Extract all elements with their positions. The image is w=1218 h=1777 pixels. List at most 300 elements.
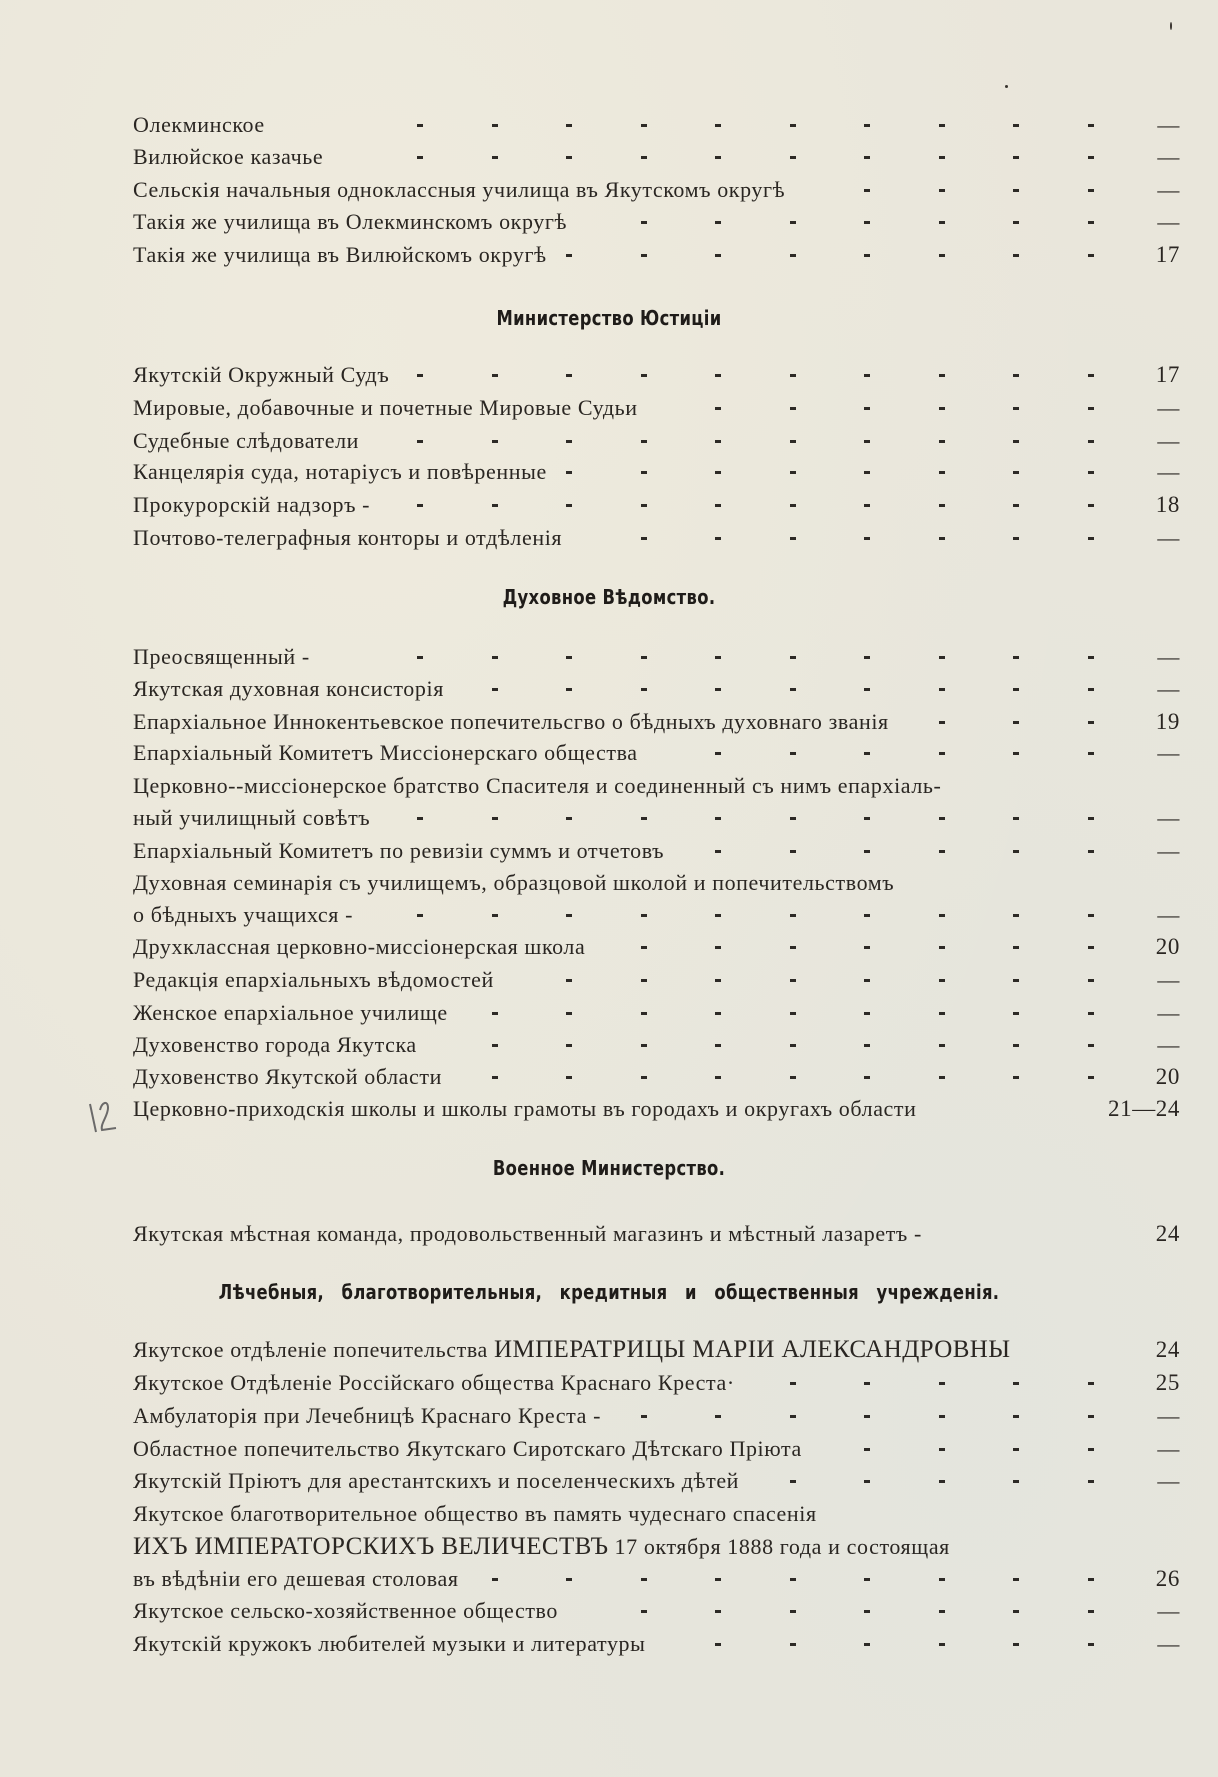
entry-page: 24 xyxy=(1155,1337,1180,1362)
leader-dot xyxy=(864,656,870,659)
leader-dot xyxy=(939,1012,945,1015)
leader-dot xyxy=(1013,721,1019,724)
leader-dot xyxy=(1088,1448,1094,1451)
leader-dot xyxy=(641,1012,647,1015)
leader-dot xyxy=(939,1448,945,1451)
leader-dot xyxy=(1013,1480,1019,1483)
entry-title: Такія же училища въ Олекминскомъ округѣ xyxy=(133,209,568,234)
leader-dot xyxy=(1088,254,1094,257)
leader-dot xyxy=(790,1643,796,1646)
toc-entry xyxy=(133,737,1183,769)
toc-entry xyxy=(133,392,1183,424)
leader-dot xyxy=(715,1012,721,1015)
entry-title: Мировые, добавочные и почетные Мировые Судьи xyxy=(133,395,638,420)
leader-dot xyxy=(790,1382,796,1385)
leader-dot xyxy=(641,221,647,224)
entry-title: Женское епархіальное училище xyxy=(133,1000,448,1025)
leader-dot xyxy=(864,537,870,540)
leader-dot xyxy=(939,1415,945,1418)
leader-dot xyxy=(715,914,721,917)
entry-title: Якутское Отдѣленіе Россійскаго общества Краснаго Креста· xyxy=(133,1370,735,1395)
leader-dot xyxy=(492,656,498,659)
leader-dot xyxy=(492,914,498,917)
leader-dot xyxy=(864,1012,870,1015)
leader-dot xyxy=(864,1382,870,1385)
leader-dot xyxy=(566,254,572,257)
leader-dot xyxy=(492,1076,498,1079)
leader-dot xyxy=(1013,537,1019,540)
leader-dot xyxy=(641,1044,647,1047)
leader-dot xyxy=(492,688,498,691)
leader-dot xyxy=(1013,156,1019,159)
toc-entry xyxy=(133,1465,1183,1497)
toc-entry xyxy=(133,109,1183,141)
leader-dot xyxy=(715,221,721,224)
entry-page: — xyxy=(1157,428,1180,453)
leader-dot xyxy=(641,1076,647,1079)
leader-dot xyxy=(864,156,870,159)
leader-dot xyxy=(715,1076,721,1079)
leader-dot xyxy=(417,156,423,159)
leader-dot xyxy=(939,221,945,224)
entry-title: Вилюйское казачье xyxy=(133,144,324,169)
toc-entry xyxy=(133,641,1183,673)
leader-dot xyxy=(641,1578,647,1581)
leader-dot xyxy=(790,1578,796,1581)
entry-title: Якутскій Пріютъ для арестантскихъ и поселенческихъ дѣтей xyxy=(133,1468,740,1493)
leader-dot xyxy=(492,440,498,443)
entry-page: — xyxy=(1157,1468,1180,1493)
leader-dot xyxy=(864,752,870,755)
leader-dot xyxy=(1088,914,1094,917)
entry-title: Почтово-телеграфныя конторы и отдѣленія xyxy=(133,525,563,550)
entry-page: 26 xyxy=(1155,1566,1180,1591)
leader-dot xyxy=(864,1578,870,1581)
leader-dot xyxy=(939,979,945,982)
leader-dot xyxy=(417,504,423,507)
leader-dot xyxy=(790,914,796,917)
leader-dot xyxy=(417,656,423,659)
toc-entry xyxy=(133,964,1183,996)
entry-page: — xyxy=(1157,838,1180,863)
toc-entry xyxy=(133,1498,1183,1530)
entry-page: — xyxy=(1157,676,1180,701)
leader-dot xyxy=(641,1610,647,1613)
entry-title: Якутская мѣстная команда, продовольственный магазинъ и мѣстный лазаретъ - xyxy=(133,1221,922,1246)
entry-page: — xyxy=(1157,1436,1180,1461)
leader-dot xyxy=(864,817,870,820)
leader-dot xyxy=(1013,979,1019,982)
leader-dot xyxy=(1013,1448,1019,1451)
leader-dot xyxy=(1088,189,1094,192)
leader-dot xyxy=(864,946,870,949)
leader-dot xyxy=(939,1643,945,1646)
leader-dot xyxy=(939,1044,945,1047)
leader-dot xyxy=(1088,374,1094,377)
leader-dot xyxy=(1013,1076,1019,1079)
leader-dot xyxy=(566,979,572,982)
toc-entry xyxy=(133,141,1183,173)
entry-title-text: Якутское отдѣленіе попечительства xyxy=(133,1337,488,1362)
entry-title: Духовная семинарія съ училищемъ, образцовой школой и попечительствомъ xyxy=(133,870,895,895)
toc-entry xyxy=(133,1367,1183,1399)
leader-dot xyxy=(864,440,870,443)
leader-dot xyxy=(1088,946,1094,949)
leader-dot xyxy=(715,752,721,755)
leader-dot xyxy=(1013,407,1019,410)
leader-dot xyxy=(1088,1610,1094,1613)
leader-dot xyxy=(1013,688,1019,691)
leader-dot xyxy=(641,156,647,159)
entry-title: Якутское сельско-хозяйственное общество xyxy=(133,1598,558,1623)
leader-dot xyxy=(864,1448,870,1451)
entry-page: — xyxy=(1157,1598,1180,1623)
leader-dot xyxy=(790,850,796,853)
leader-dot xyxy=(864,1610,870,1613)
leader-dot xyxy=(864,221,870,224)
leader-dot xyxy=(864,1480,870,1483)
entry-title: Епархіальное Иннокентьевское попечительсгво о бѣдныхъ духовнаго званія xyxy=(133,709,889,734)
toc-entry xyxy=(133,673,1183,705)
leader-dot xyxy=(715,1044,721,1047)
leader-dot xyxy=(566,124,572,127)
leader-dot xyxy=(1013,850,1019,853)
entry-title: Такія же училища въ Вилюйскомъ округѣ xyxy=(133,242,547,267)
leader-dot xyxy=(790,1415,796,1418)
leader-dot xyxy=(939,817,945,820)
leader-dot xyxy=(641,440,647,443)
leader-dot xyxy=(790,254,796,257)
leader-dot xyxy=(1088,407,1094,410)
toc-entry xyxy=(133,425,1183,457)
section-heading: Духовное Вѣдомство. xyxy=(502,585,716,609)
toc-entry xyxy=(133,1334,1183,1366)
entry-page: — xyxy=(1157,209,1180,234)
entry-page: 21—24 xyxy=(1108,1096,1180,1121)
leader-dot xyxy=(566,1044,572,1047)
entry-title xyxy=(133,1531,950,1563)
leader-dot xyxy=(939,374,945,377)
leader-dot xyxy=(641,914,647,917)
leader-dot xyxy=(715,979,721,982)
leader-dot xyxy=(1088,1480,1094,1483)
leader-dot xyxy=(790,817,796,820)
leader-dot xyxy=(566,1012,572,1015)
leader-dot xyxy=(939,721,945,724)
leader-dot xyxy=(492,504,498,507)
leader-dot xyxy=(1013,471,1019,474)
toc-entry xyxy=(133,456,1183,488)
entry-title: Сельскія начальныя одноклассныя училища въ Якутскомъ округѣ xyxy=(133,177,786,202)
leader-dot xyxy=(1088,688,1094,691)
leader-dot xyxy=(492,1578,498,1581)
leader-dot xyxy=(492,124,498,127)
entry-title: Областное попечительство Якутскаго Сиротскаго Дѣтскаго Пріюта xyxy=(133,1436,802,1461)
leader-dot xyxy=(864,124,870,127)
leader-dot xyxy=(1013,440,1019,443)
toc-entry xyxy=(133,1628,1183,1660)
entry-page: 24 xyxy=(1155,1221,1180,1246)
leader-dot xyxy=(939,1578,945,1581)
leader-dot xyxy=(1088,221,1094,224)
leader-dot xyxy=(864,1076,870,1079)
leader-dot xyxy=(566,156,572,159)
leader-dot xyxy=(566,504,572,507)
leader-dot xyxy=(790,504,796,507)
handwritten-margin-note xyxy=(82,1094,122,1138)
leader-dot xyxy=(790,440,796,443)
leader-dot xyxy=(939,471,945,474)
leader-dot xyxy=(1013,374,1019,377)
entry-title: Преосвященный - xyxy=(133,644,310,669)
entry-title: ный училищный совѣтъ xyxy=(133,805,371,830)
leader-dot xyxy=(1088,817,1094,820)
leader-dot xyxy=(1088,1076,1094,1079)
leader-dot xyxy=(1088,1044,1094,1047)
leader-dot xyxy=(939,1610,945,1613)
entry-title: Амбулаторія при Лечебницѣ Краснаго Креста - xyxy=(133,1403,601,1428)
leader-dot xyxy=(939,914,945,917)
leader-dot xyxy=(939,688,945,691)
section-heading: Министерство Юстиціи xyxy=(496,306,722,330)
dot-leader xyxy=(133,109,1183,141)
leader-dot xyxy=(864,688,870,691)
leader-dot xyxy=(1013,1578,1019,1581)
entry-page: — xyxy=(1157,144,1180,169)
leader-dot xyxy=(939,407,945,410)
entry-title: Друхклассная церковно-миссіонерская школа xyxy=(133,934,586,959)
leader-dot xyxy=(790,688,796,691)
toc-entry xyxy=(133,174,1183,206)
leader-dot xyxy=(864,471,870,474)
entry-title: Епархіальный Комитетъ по ревизіи суммъ и отчетовъ xyxy=(133,838,665,863)
leader-dot xyxy=(1088,537,1094,540)
leader-dot xyxy=(1013,752,1019,755)
leader-dot xyxy=(790,1076,796,1079)
leader-dot xyxy=(1088,1643,1094,1646)
leader-dot xyxy=(492,156,498,159)
leader-dot xyxy=(1088,1012,1094,1015)
leader-dot xyxy=(1088,979,1094,982)
leader-dot xyxy=(939,156,945,159)
leader-dot xyxy=(1013,817,1019,820)
leader-dot xyxy=(864,254,870,257)
entry-title-caps: ИМПЕРАТРИЦЫ МАРІИ АЛЕКСАНДРОВНЫ xyxy=(494,1336,1011,1363)
entry-page: — xyxy=(1157,805,1180,830)
entry-title: Епархіальный Комитетъ Миссіонерскаго общества xyxy=(133,740,638,765)
leader-dot xyxy=(641,374,647,377)
leader-dot xyxy=(939,189,945,192)
leader-dot xyxy=(566,374,572,377)
entry-page: — xyxy=(1157,967,1180,992)
leader-dot xyxy=(641,688,647,691)
leader-dot xyxy=(417,440,423,443)
section-heading: Лѣчебныя, благотворительныя, кредитныя и общественныя учрежденія. xyxy=(218,1280,1000,1304)
leader-dot xyxy=(715,254,721,257)
entry-title xyxy=(133,1334,1010,1366)
leader-dot xyxy=(864,374,870,377)
entry-page: 19 xyxy=(1155,709,1180,734)
leader-dot xyxy=(864,979,870,982)
toc-entry xyxy=(133,770,1183,802)
leader-dot xyxy=(715,537,721,540)
leader-dot xyxy=(641,471,647,474)
entry-page: — xyxy=(1157,1403,1180,1428)
leader-dot xyxy=(566,1076,572,1079)
leader-dot xyxy=(715,471,721,474)
toc-entry xyxy=(133,867,1183,899)
leader-dot xyxy=(1013,1044,1019,1047)
leader-dot xyxy=(939,504,945,507)
leader-dot xyxy=(1088,440,1094,443)
leader-dot xyxy=(715,1610,721,1613)
leader-dot xyxy=(641,537,647,540)
section-heading: Военное Министерство. xyxy=(492,1156,726,1180)
leader-dot xyxy=(715,817,721,820)
entry-title: Духовенство Якутской области xyxy=(133,1064,442,1089)
leader-dot xyxy=(566,440,572,443)
leader-dot xyxy=(715,850,721,853)
leader-dot xyxy=(790,656,796,659)
entry-page: — xyxy=(1157,740,1180,765)
leader-dot xyxy=(715,124,721,127)
entry-page: — xyxy=(1157,1631,1180,1656)
toc-entry xyxy=(133,1595,1183,1627)
leader-dot xyxy=(939,124,945,127)
leader-dot xyxy=(939,1076,945,1079)
toc-entry xyxy=(133,239,1183,271)
leader-dot xyxy=(1088,850,1094,853)
leader-dot xyxy=(1013,1415,1019,1418)
leader-dot xyxy=(641,946,647,949)
leader-dot xyxy=(566,471,572,474)
leader-dot xyxy=(1013,504,1019,507)
leader-dot xyxy=(790,156,796,159)
toc-entry xyxy=(133,1218,1183,1250)
leader-dot xyxy=(715,1578,721,1581)
leader-dot xyxy=(1088,1578,1094,1581)
leader-dot xyxy=(790,1012,796,1015)
leader-dot xyxy=(864,1415,870,1418)
leader-dot xyxy=(566,656,572,659)
leader-dot xyxy=(1088,471,1094,474)
leader-dot xyxy=(641,254,647,257)
entry-page: — xyxy=(1157,395,1180,420)
leader-dot xyxy=(1013,656,1019,659)
entry-page: 18 xyxy=(1155,492,1180,517)
leader-dot xyxy=(417,374,423,377)
leader-dot xyxy=(566,1578,572,1581)
entry-title: Церковно-приходскія школы и школы грамоты въ городахъ и округахъ области xyxy=(133,1096,917,1121)
entry-page: — xyxy=(1157,1000,1180,1025)
entry-page: 25 xyxy=(1155,1370,1180,1395)
leader-dot xyxy=(1088,721,1094,724)
leader-dot xyxy=(492,374,498,377)
leader-dot xyxy=(939,1382,945,1385)
leader-dot xyxy=(641,124,647,127)
leader-dot xyxy=(864,504,870,507)
leader-dot xyxy=(1013,124,1019,127)
toc-entry xyxy=(133,706,1183,738)
leader-dot xyxy=(715,374,721,377)
toc-entry xyxy=(133,1029,1183,1061)
leader-dot xyxy=(715,946,721,949)
leader-dot xyxy=(864,850,870,853)
toc-entry xyxy=(133,206,1183,238)
leader-dot xyxy=(939,1480,945,1483)
toc-entry xyxy=(133,359,1183,391)
leader-dot xyxy=(1088,504,1094,507)
toc-entry xyxy=(133,1400,1183,1432)
leader-dot xyxy=(1088,156,1094,159)
leader-dot xyxy=(1013,1610,1019,1613)
entry-title: Якутская духовная консисторія xyxy=(133,676,444,701)
leader-dot xyxy=(939,254,945,257)
leader-dot xyxy=(939,656,945,659)
entry-title: Редакція епархіальныхъ вѣдомостей xyxy=(133,967,494,992)
leader-dot xyxy=(715,1643,721,1646)
entry-page: — xyxy=(1157,112,1180,137)
leader-dot xyxy=(790,221,796,224)
entry-page: 17 xyxy=(1155,242,1180,267)
entry-title-caps: ИХЪ ИМПЕРАТОРСКИХЪ ВЕЛИЧЕСТВЪ xyxy=(133,1533,609,1560)
leader-dot xyxy=(641,656,647,659)
leader-dot xyxy=(715,440,721,443)
leader-dot xyxy=(641,979,647,982)
leader-dot xyxy=(790,1044,796,1047)
leader-dot xyxy=(715,504,721,507)
leader-dot xyxy=(492,1044,498,1047)
leader-dot xyxy=(492,1012,498,1015)
entry-title: Церковно--миссіонерское братство Спасителя и соединенный съ нимъ епархіаль- xyxy=(133,773,942,798)
toc-entry xyxy=(133,522,1183,554)
leader-dot xyxy=(1088,656,1094,659)
entry-page: — xyxy=(1157,459,1180,484)
entry-title: Канцелярія суда, нотаріусъ и повѣренные xyxy=(133,459,547,484)
leader-dot xyxy=(417,914,423,917)
leader-dot xyxy=(641,1415,647,1418)
leader-dot xyxy=(1013,1643,1019,1646)
entry-page: — xyxy=(1157,902,1180,927)
leader-dot xyxy=(641,504,647,507)
entry-title: Духовенство города Якутска xyxy=(133,1032,417,1057)
print-speck xyxy=(1170,22,1172,30)
leader-dot xyxy=(939,946,945,949)
leader-dot xyxy=(939,537,945,540)
leader-dot xyxy=(1013,946,1019,949)
leader-dot xyxy=(1013,1012,1019,1015)
leader-dot xyxy=(715,407,721,410)
leader-dot xyxy=(864,1044,870,1047)
leader-dot xyxy=(864,407,870,410)
entry-title: Судебные слѣдователи xyxy=(133,428,360,453)
leader-dot xyxy=(715,656,721,659)
leader-dot xyxy=(790,537,796,540)
leader-dot xyxy=(492,817,498,820)
leader-dot xyxy=(1088,752,1094,755)
leader-dot xyxy=(939,850,945,853)
leader-dot xyxy=(790,407,796,410)
entry-title: Якутскій Окружный Судъ xyxy=(133,362,390,387)
leader-dot xyxy=(566,914,572,917)
toc-entry xyxy=(133,1093,1183,1125)
entry-title: о бѣдныхъ учащихся - xyxy=(133,902,354,927)
leader-dot xyxy=(417,817,423,820)
leader-dot xyxy=(1013,254,1019,257)
toc-entry xyxy=(133,899,1183,931)
leader-dot xyxy=(1013,914,1019,917)
toc-entry xyxy=(133,835,1183,867)
